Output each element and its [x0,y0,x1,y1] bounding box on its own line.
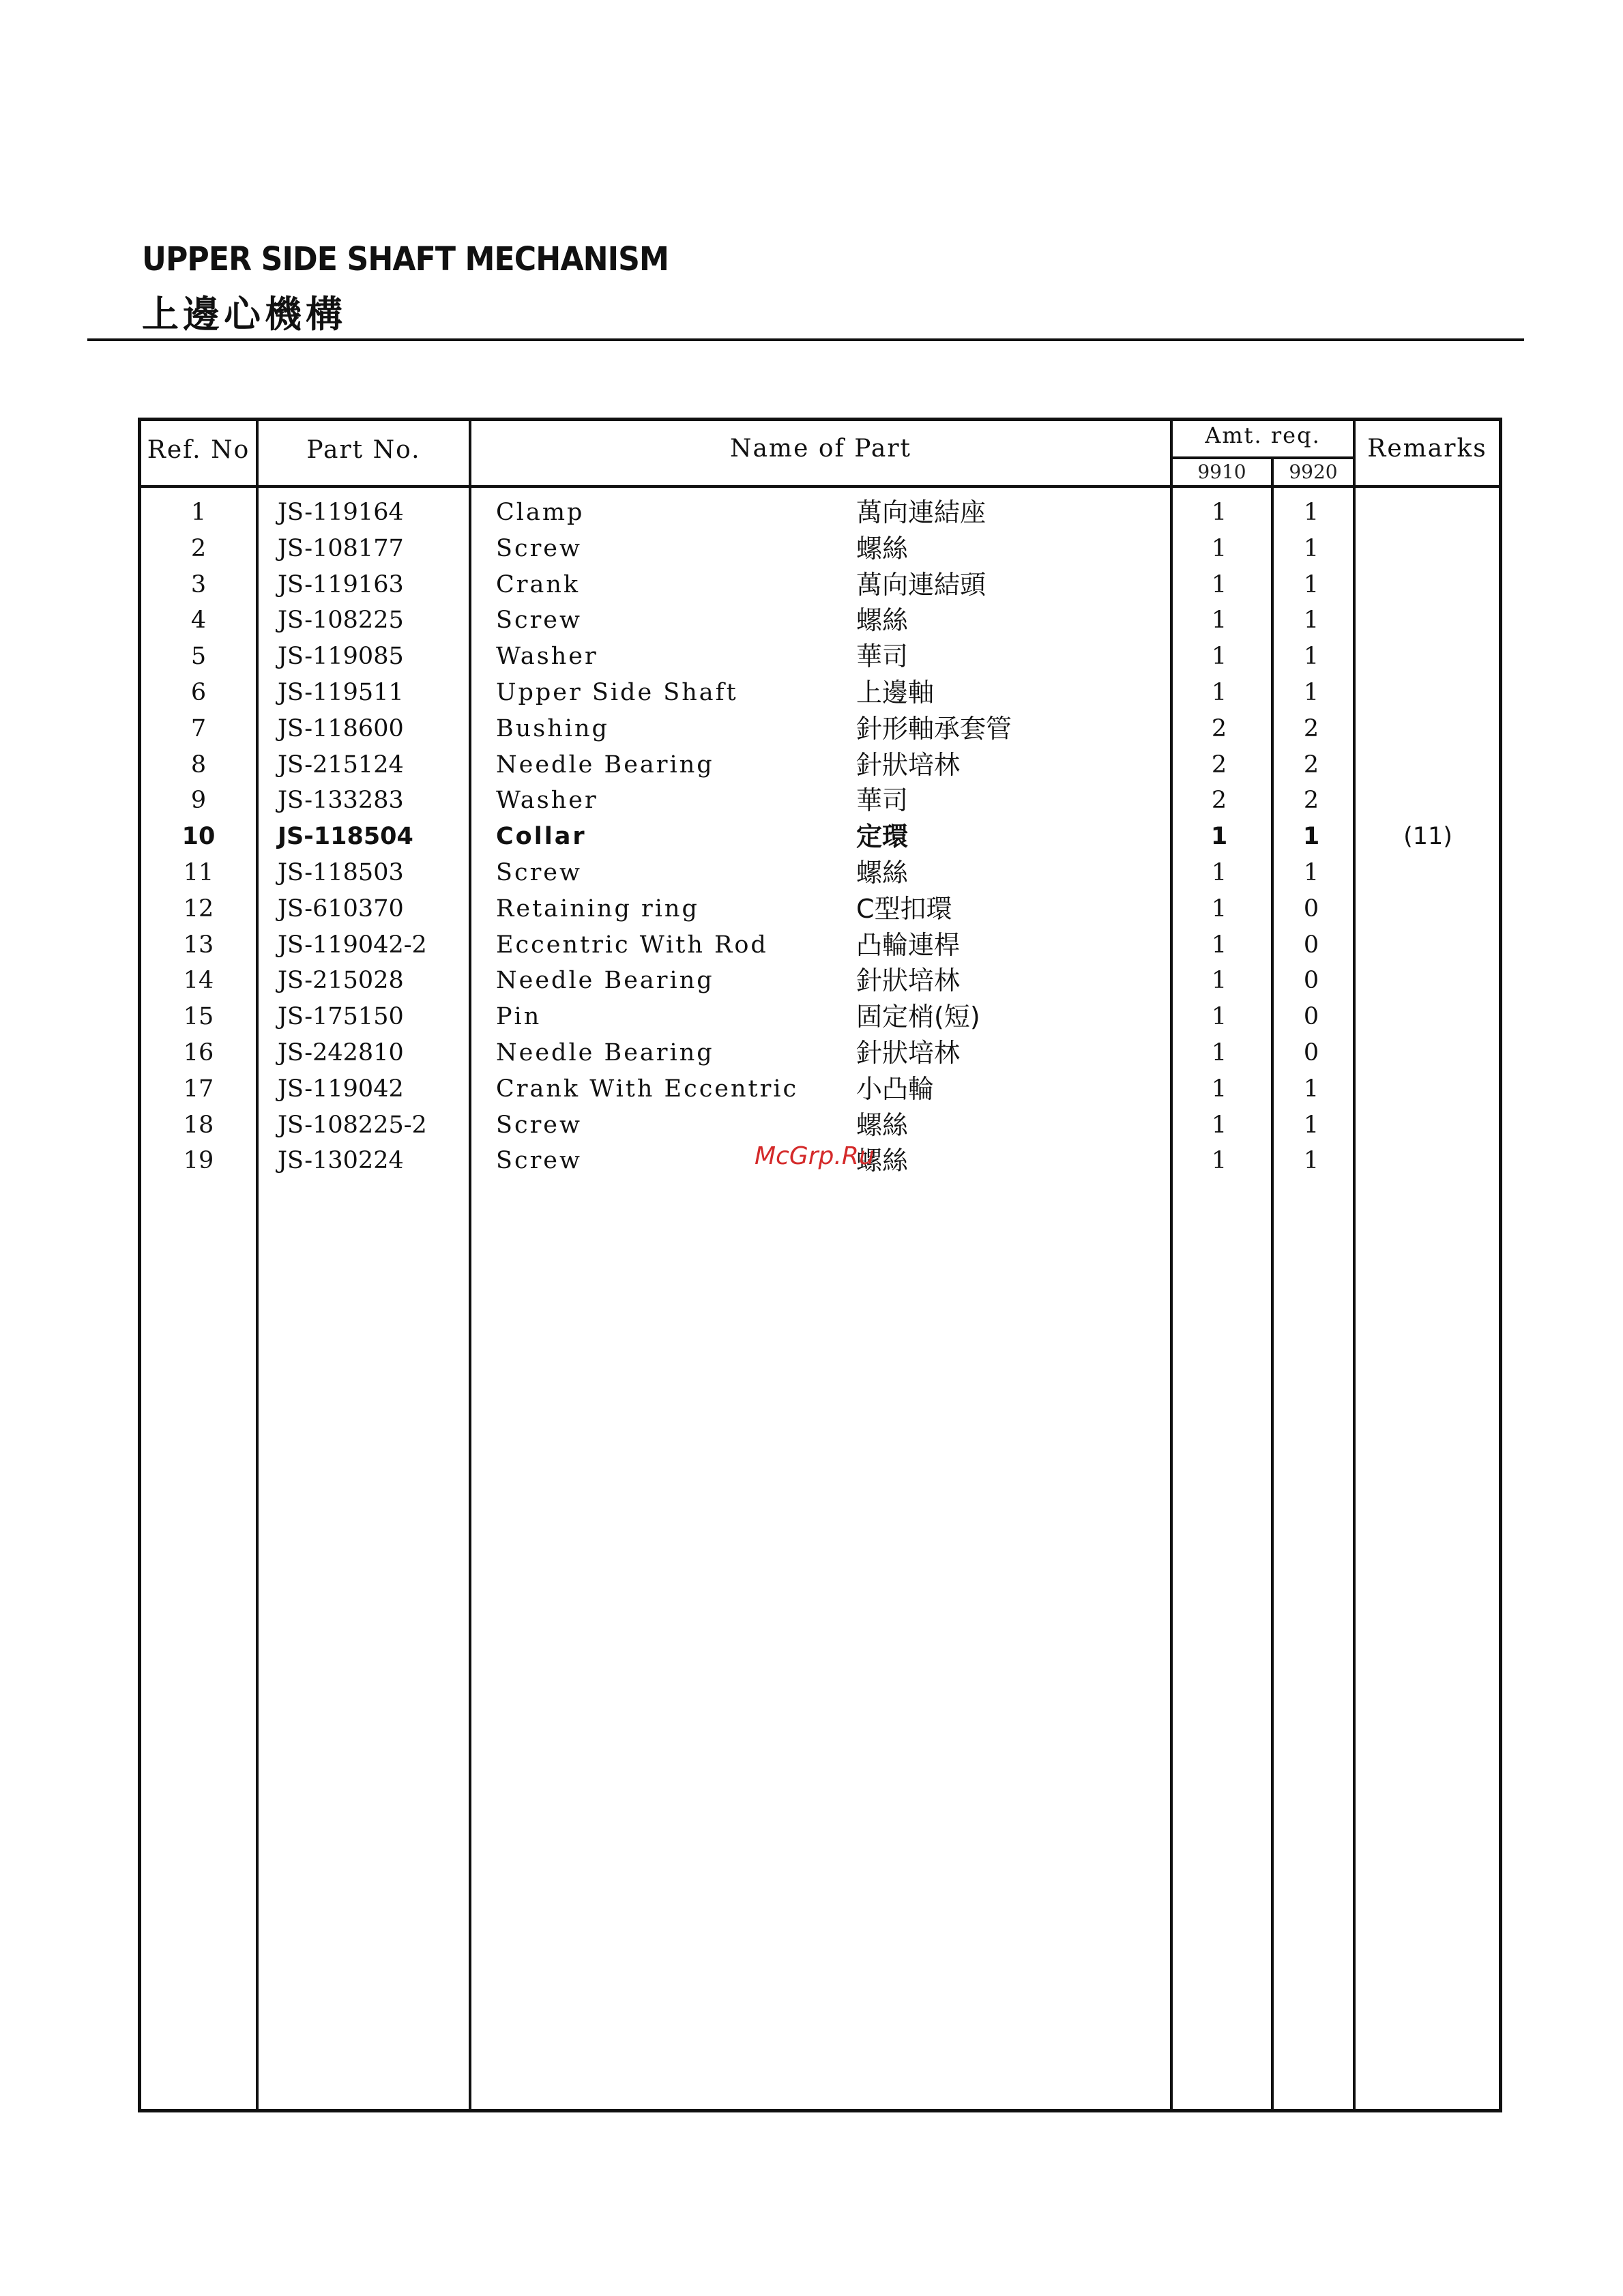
amt-9920-cell: 1 [1303,499,1319,526]
ref-no-cell: 19 [183,1147,214,1175]
amt-9910-cell: 1 [1210,823,1228,851]
part-name-chinese-cell: 華司 [856,785,909,816]
table-row [141,639,1499,674]
part-no-cell: JS-130224 [278,1147,404,1175]
amt-9910-cell: 2 [1211,751,1227,779]
part-name-chinese-cell: 華司 [856,641,909,672]
table-row [141,1071,1499,1107]
part-no-cell: JS-242810 [278,1039,404,1066]
ref-no-cell: 12 [183,895,214,922]
table-row [141,927,1499,963]
part-no-cell: JS-215028 [278,967,404,995]
header-ref-no: Ref. No [147,436,250,464]
ref-no-cell: 2 [190,534,207,562]
part-name-cell: Screw [496,859,582,886]
part-name-chinese-cell: 萬向連結頭 [856,569,986,600]
page-title: UPPER SIDE SHAFT MECHANISM [142,240,669,278]
amt-9910-cell: 1 [1211,607,1227,635]
part-no-cell: JS-118600 [278,714,404,742]
amt-9910-cell: 2 [1211,714,1227,742]
amt-9910-cell: 1 [1211,931,1227,959]
part-name-cell: Collar [496,823,587,851]
amt-9920-cell: 1 [1303,607,1319,635]
part-name-chinese-cell: 螺絲 [856,858,909,888]
part-no-cell: JS-119163 [278,570,404,598]
table-row [141,602,1499,638]
ref-no-cell: 9 [190,787,207,815]
ref-no-cell: 17 [183,1075,214,1103]
part-no-cell: JS-119042-2 [278,931,427,959]
header-divider [141,485,1499,488]
amt-9910-cell: 1 [1211,895,1227,922]
watermark: McGrp.Ru [755,1142,875,1170]
ref-no-cell: 15 [183,1003,214,1031]
part-name-cell: Screw [496,1147,582,1175]
ref-no-cell: 16 [183,1039,214,1066]
amt-9920-cell: 1 [1302,823,1320,851]
part-no-cell: JS-610370 [278,895,404,922]
amt-9920-cell: 2 [1303,751,1319,779]
amt-9920-cell: 0 [1303,895,1319,922]
part-no-cell: JS-119085 [278,643,404,671]
amt-9910-cell: 1 [1211,1147,1227,1175]
amt-9910-cell: 1 [1211,499,1227,526]
amt-9920-cell: 1 [1303,1147,1319,1175]
part-name-chinese-cell: 螺絲 [856,533,909,564]
part-no-cell: JS-118504 [278,823,413,851]
part-name-cell: Bushing [496,714,609,742]
part-no-cell: JS-108225 [278,607,404,635]
table-row [141,1035,1499,1071]
header-part-no: Part No. [306,436,421,464]
table-row [141,819,1499,854]
header-remarks: Remarks [1367,435,1487,463]
part-name-cell: Crank [496,570,581,598]
ref-no-cell: 10 [181,823,216,851]
amt-9920-cell: 1 [1303,1111,1319,1139]
header-name-of-part: Name of Part [729,435,912,463]
amt-9920-cell: 1 [1303,534,1319,562]
amt-9910-cell: 1 [1211,967,1227,995]
part-name-chinese-cell: 固定梢(短) [856,1002,980,1032]
amt-9910-cell: 1 [1211,534,1227,562]
part-name-cell: Crank With Eccentric [496,1075,799,1103]
amt-9920-cell: 1 [1303,643,1319,671]
ref-no-cell: 7 [190,714,207,742]
amt-9910-cell: 1 [1211,679,1227,706]
parts-table [138,418,1502,2112]
part-no-cell: JS-215124 [278,751,404,779]
part-name-chinese-cell: 針狀培林 [856,965,961,996]
part-no-cell: JS-108177 [278,534,404,562]
part-no-cell: JS-108225-2 [278,1111,427,1139]
part-no-cell: JS-119164 [278,499,404,526]
part-name-chinese-cell: 針形軸承套管 [856,713,1012,744]
amt-9920-cell: 2 [1303,714,1319,742]
part-name-cell: Pin [496,1003,542,1031]
part-name-cell: Screw [496,534,582,562]
part-no-cell: JS-175150 [278,1003,404,1031]
amt-9910-cell: 1 [1211,570,1227,598]
part-name-chinese-cell: 定環 [856,822,909,852]
amt-9920-cell: 0 [1303,931,1319,959]
ref-no-cell: 11 [183,859,214,886]
amt-9920-cell: 0 [1303,967,1319,995]
table-row [141,747,1499,783]
amt-9920-cell: 1 [1303,570,1319,598]
amt-9910-cell: 1 [1211,1003,1227,1031]
part-name-cell: Screw [496,607,582,635]
amt-9920-cell: 1 [1303,679,1319,706]
part-no-cell: JS-119042 [278,1075,404,1103]
amt-9920-cell: 0 [1303,1003,1319,1031]
ref-no-cell: 4 [190,607,207,635]
part-name-cell: Needle Bearing [496,967,714,995]
amt-9910-cell: 1 [1211,643,1227,671]
part-name-chinese-cell: C型扣環 [856,893,952,924]
ref-no-cell: 6 [190,679,207,706]
part-name-chinese-cell: 螺絲 [856,1109,909,1140]
table-row [141,963,1499,998]
part-name-cell: Upper Side Shaft [496,679,738,706]
amt-9920-cell: 0 [1303,1039,1319,1066]
amt-9910-cell: 1 [1211,859,1227,886]
amt-9910-cell: 2 [1211,787,1227,815]
remarks-cell: (11) [1403,823,1452,851]
part-name-chinese-cell: 萬向連結座 [856,497,986,527]
part-name-cell: Needle Bearing [496,1039,714,1066]
page-title-chinese: 上邊心機構 [142,293,347,336]
table-row [141,999,1499,1034]
part-no-cell: JS-118503 [278,859,404,886]
amt-subheader-divider [1170,456,1356,459]
amt-9920-cell: 1 [1303,859,1319,886]
ref-no-cell: 1 [190,499,207,526]
part-name-chinese-cell: 螺絲 [856,605,909,636]
part-no-cell: JS-119511 [278,679,404,706]
part-name-chinese-cell: 螺絲 [856,1146,909,1176]
part-name-cell: Washer [496,643,598,671]
table-row [141,531,1499,566]
part-name-cell: Retaining ring [496,895,699,922]
table-row [141,783,1499,818]
ref-no-cell: 14 [183,967,214,995]
amt-9920-cell: 2 [1303,787,1319,815]
ref-no-cell: 5 [190,643,207,671]
table-row [141,567,1499,602]
part-name-cell: Screw [496,1111,582,1139]
part-name-cell: Clamp [496,499,585,526]
amt-9910-cell: 1 [1211,1111,1227,1139]
title-divider [87,338,1524,341]
table-row [141,1107,1499,1143]
ref-no-cell: 13 [183,931,214,959]
table-row [141,855,1499,890]
part-name-chinese-cell: 針狀培林 [856,1038,961,1068]
amt-9910-cell: 1 [1211,1075,1227,1103]
table-row [141,675,1499,710]
amt-9920-cell: 1 [1303,1075,1319,1103]
table-row [141,495,1499,530]
part-name-chinese-cell: 針狀培林 [856,749,961,780]
header-amt-9920: 9920 [1289,461,1338,483]
ref-no-cell: 3 [190,570,207,598]
part-name-cell: Eccentric With Rod [496,931,768,959]
part-name-chinese-cell: 上邊軸 [856,678,935,708]
table-row [141,891,1499,927]
amt-9910-cell: 1 [1211,1039,1227,1066]
header-amt-req: Amt. req. [1205,422,1321,448]
header-amt-9910: 9910 [1197,461,1246,483]
table-row [141,711,1499,746]
part-name-chinese-cell: 凸輪連桿 [856,929,961,960]
part-name-chinese-cell: 小凸輪 [856,1073,935,1104]
part-name-cell: Washer [496,787,598,815]
part-name-cell: Needle Bearing [496,751,714,779]
part-no-cell: JS-133283 [278,787,404,815]
ref-no-cell: 8 [190,751,207,779]
ref-no-cell: 18 [183,1111,214,1139]
